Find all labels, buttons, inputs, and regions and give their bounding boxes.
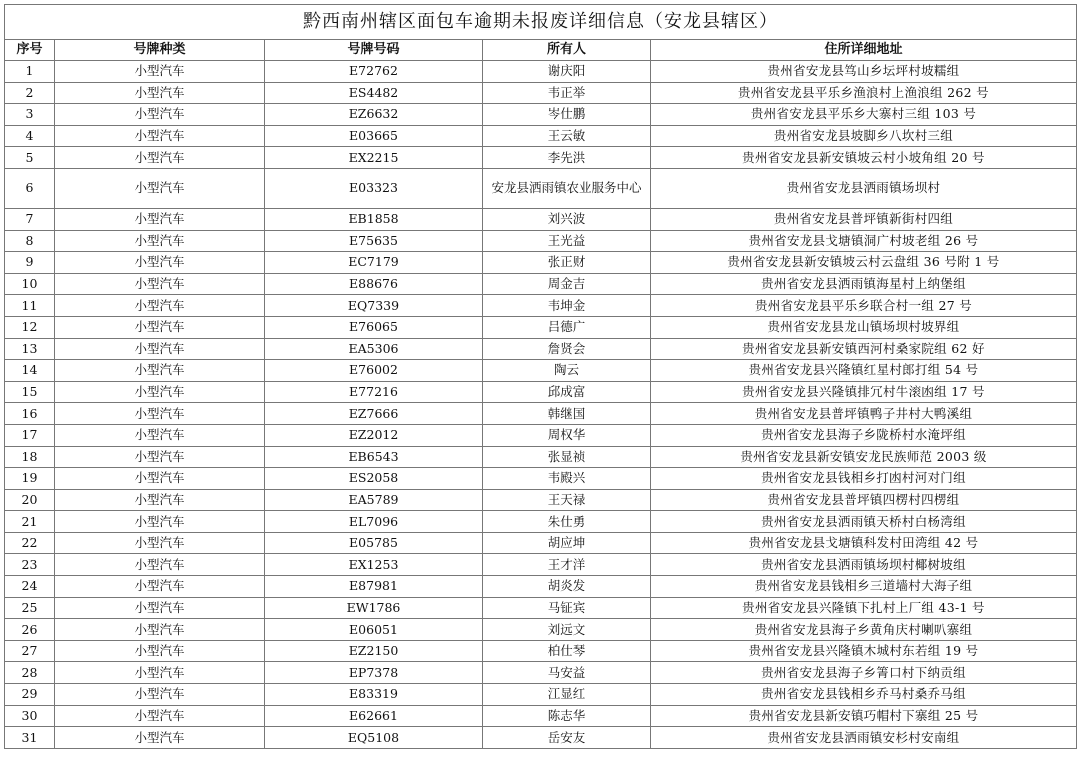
table-row xyxy=(5,468,1077,490)
table-row xyxy=(5,640,1077,662)
cell-address: 贵州省安龙县龙山镇场坝村坡界组 xyxy=(651,316,1077,338)
cell-plate-no: E83319 xyxy=(265,684,483,706)
cell-owner: 周金吉 xyxy=(483,273,651,295)
cell-plate-no: E87981 xyxy=(265,576,483,598)
cell-plate-type: 小型汽车 xyxy=(55,532,265,554)
cell-plate-type: 小型汽车 xyxy=(55,208,265,230)
table-row xyxy=(5,381,1077,403)
table-row xyxy=(5,82,1077,104)
cell-plate-type: 小型汽车 xyxy=(55,727,265,749)
table-row xyxy=(5,252,1077,274)
table-row xyxy=(5,61,1077,83)
cell-plate-no: EX1253 xyxy=(265,554,483,576)
cell-owner: 柏仕琴 xyxy=(483,640,651,662)
cell-plate-no: EZ7666 xyxy=(265,403,483,425)
cell-plate-no: EC7179 xyxy=(265,252,483,274)
table-row xyxy=(5,554,1077,576)
cell-seq: 26 xyxy=(5,619,55,641)
cell-plate-no: E03323 xyxy=(265,168,483,208)
cell-owner: 王天禄 xyxy=(483,489,651,511)
cell-address: 贵州省安龙县普坪镇新街村四组 xyxy=(651,208,1077,230)
cell-plate-type: 小型汽车 xyxy=(55,61,265,83)
cell-seq: 25 xyxy=(5,597,55,619)
cell-address: 贵州省安龙县平乐乡联合村一组 27 号 xyxy=(651,295,1077,317)
table-row xyxy=(5,597,1077,619)
cell-plate-type: 小型汽车 xyxy=(55,640,265,662)
cell-owner: 谢庆阳 xyxy=(483,61,651,83)
cell-address: 贵州省安龙县海子乡陇桥村水淹坪组 xyxy=(651,424,1077,446)
cell-plate-no: EZ2012 xyxy=(265,424,483,446)
cell-owner: 陈志华 xyxy=(483,705,651,727)
table-row xyxy=(5,316,1077,338)
cell-address: 贵州省安龙县普坪镇鸭子井村大鸭溪组 xyxy=(651,403,1077,425)
cell-seq: 7 xyxy=(5,208,55,230)
cell-plate-no: EZ2150 xyxy=(265,640,483,662)
cell-address: 贵州省安龙县洒雨镇安杉村安南组 xyxy=(651,727,1077,749)
table-row xyxy=(5,446,1077,468)
cell-owner: 朱仕勇 xyxy=(483,511,651,533)
cell-plate-no: E88676 xyxy=(265,273,483,295)
cell-address: 贵州省安龙县海子乡箐口村下纳贡组 xyxy=(651,662,1077,684)
cell-address: 贵州省安龙县平乐乡大寨村三组 103 号 xyxy=(651,104,1077,126)
cell-seq: 15 xyxy=(5,381,55,403)
table-row xyxy=(5,273,1077,295)
cell-seq: 3 xyxy=(5,104,55,126)
cell-seq: 27 xyxy=(5,640,55,662)
cell-plate-no: E72762 xyxy=(265,61,483,83)
cell-plate-type: 小型汽车 xyxy=(55,468,265,490)
cell-seq: 5 xyxy=(5,147,55,169)
table-row xyxy=(5,489,1077,511)
cell-plate-no: EA5789 xyxy=(265,489,483,511)
cell-owner: 李先洪 xyxy=(483,147,651,169)
vehicle-table xyxy=(4,4,1077,749)
cell-owner: 王光益 xyxy=(483,230,651,252)
cell-address: 贵州省安龙县兴隆镇木城村东若组 19 号 xyxy=(651,640,1077,662)
cell-plate-type: 小型汽车 xyxy=(55,360,265,382)
cell-seq: 17 xyxy=(5,424,55,446)
cell-plate-no: EP7378 xyxy=(265,662,483,684)
cell-owner: 吕德广 xyxy=(483,316,651,338)
table-row xyxy=(5,403,1077,425)
cell-owner: 马安益 xyxy=(483,662,651,684)
cell-owner: 张正财 xyxy=(483,252,651,274)
cell-seq: 19 xyxy=(5,468,55,490)
cell-address: 贵州省安龙县钱相乡打凼村河对门组 xyxy=(651,468,1077,490)
cell-owner: 岳安友 xyxy=(483,727,651,749)
cell-owner: 刘远文 xyxy=(483,619,651,641)
cell-plate-type: 小型汽车 xyxy=(55,403,265,425)
table-title: 黔西南州辖区面包车逾期未报废详细信息（安龙县辖区） xyxy=(5,5,1077,40)
cell-seq: 11 xyxy=(5,295,55,317)
cell-owner: 韦正举 xyxy=(483,82,651,104)
cell-seq: 9 xyxy=(5,252,55,274)
table-row xyxy=(5,684,1077,706)
cell-plate-no: EL7096 xyxy=(265,511,483,533)
cell-address: 贵州省安龙县坡脚乡八坎村三组 xyxy=(651,125,1077,147)
table-row xyxy=(5,295,1077,317)
cell-address: 贵州省安龙县新安镇西河村桑家院组 62 好 xyxy=(651,338,1077,360)
table-row xyxy=(5,168,1077,208)
cell-plate-type: 小型汽车 xyxy=(55,489,265,511)
cell-plate-type: 小型汽车 xyxy=(55,125,265,147)
cell-address: 贵州省安龙县兴隆镇下扎村上厂组 43-1 号 xyxy=(651,597,1077,619)
cell-plate-no: E06051 xyxy=(265,619,483,641)
cell-seq: 30 xyxy=(5,705,55,727)
cell-plate-type: 小型汽车 xyxy=(55,273,265,295)
cell-address: 贵州省安龙县兴隆镇排冗村牛滚凼组 17 号 xyxy=(651,381,1077,403)
cell-plate-type: 小型汽车 xyxy=(55,424,265,446)
table-row xyxy=(5,338,1077,360)
cell-address: 贵州省安龙县笃山乡坛坪村坡糯组 xyxy=(651,61,1077,83)
cell-address: 贵州省安龙县洒雨镇场坝村 xyxy=(651,168,1077,208)
cell-plate-no: EQ5108 xyxy=(265,727,483,749)
table-body xyxy=(5,61,1077,749)
header-address: 住所详细地址 xyxy=(651,40,1077,61)
cell-owner: 周权华 xyxy=(483,424,651,446)
cell-plate-no: ES4482 xyxy=(265,82,483,104)
header-seq: 序号 xyxy=(5,40,55,61)
table-row xyxy=(5,619,1077,641)
table-row xyxy=(5,230,1077,252)
table-row xyxy=(5,147,1077,169)
cell-address: 贵州省安龙县洒雨镇天桥村白杨湾组 xyxy=(651,511,1077,533)
cell-plate-type: 小型汽车 xyxy=(55,82,265,104)
cell-owner: 邱成富 xyxy=(483,381,651,403)
cell-plate-type: 小型汽车 xyxy=(55,446,265,468)
cell-owner: 岑仕鹏 xyxy=(483,104,651,126)
cell-plate-type: 小型汽车 xyxy=(55,338,265,360)
cell-plate-type: 小型汽车 xyxy=(55,168,265,208)
cell-plate-type: 小型汽车 xyxy=(55,511,265,533)
header-owner: 所有人 xyxy=(483,40,651,61)
cell-plate-no: E62661 xyxy=(265,705,483,727)
cell-address: 贵州省安龙县新安镇巧帽村下寨组 25 号 xyxy=(651,705,1077,727)
cell-address: 贵州省安龙县洒雨镇海星村上纳堡组 xyxy=(651,273,1077,295)
cell-address: 贵州省安龙县新安镇坡云村云盘组 36 号附 1 号 xyxy=(651,252,1077,274)
cell-plate-type: 小型汽车 xyxy=(55,316,265,338)
cell-owner: 刘兴波 xyxy=(483,208,651,230)
cell-seq: 8 xyxy=(5,230,55,252)
document-page xyxy=(4,4,1076,749)
table-row xyxy=(5,360,1077,382)
cell-address: 贵州省安龙县钱相乡三道墙村大海子组 xyxy=(651,576,1077,598)
cell-owner: 胡炎发 xyxy=(483,576,651,598)
header-plate-no: 号牌号码 xyxy=(265,40,483,61)
cell-plate-type: 小型汽车 xyxy=(55,104,265,126)
table-row xyxy=(5,424,1077,446)
cell-seq: 31 xyxy=(5,727,55,749)
cell-seq: 14 xyxy=(5,360,55,382)
cell-owner: 张显祯 xyxy=(483,446,651,468)
cell-plate-type: 小型汽车 xyxy=(55,619,265,641)
cell-owner: 江显红 xyxy=(483,684,651,706)
cell-address: 贵州省安龙县新安镇坡云村小坡角组 20 号 xyxy=(651,147,1077,169)
cell-plate-no: EX2215 xyxy=(265,147,483,169)
cell-plate-type: 小型汽车 xyxy=(55,705,265,727)
cell-plate-no: EA5306 xyxy=(265,338,483,360)
cell-plate-no: E05785 xyxy=(265,532,483,554)
cell-plate-no: ES2058 xyxy=(265,468,483,490)
cell-seq: 4 xyxy=(5,125,55,147)
cell-plate-type: 小型汽车 xyxy=(55,295,265,317)
cell-plate-no: EB1858 xyxy=(265,208,483,230)
cell-plate-no: EQ7339 xyxy=(265,295,483,317)
table-row xyxy=(5,576,1077,598)
table-row xyxy=(5,532,1077,554)
cell-seq: 18 xyxy=(5,446,55,468)
cell-plate-no: EZ6632 xyxy=(265,104,483,126)
cell-seq: 1 xyxy=(5,61,55,83)
cell-seq: 12 xyxy=(5,316,55,338)
cell-owner: 陶云 xyxy=(483,360,651,382)
cell-plate-type: 小型汽车 xyxy=(55,597,265,619)
cell-address: 贵州省安龙县平乐乡渔浪村上渔浪组 262 号 xyxy=(651,82,1077,104)
cell-seq: 22 xyxy=(5,532,55,554)
cell-owner: 王才洋 xyxy=(483,554,651,576)
cell-address: 贵州省安龙县洒雨镇场坝村椰树坡组 xyxy=(651,554,1077,576)
cell-seq: 13 xyxy=(5,338,55,360)
cell-plate-no: E77216 xyxy=(265,381,483,403)
cell-owner: 胡应坤 xyxy=(483,532,651,554)
cell-seq: 29 xyxy=(5,684,55,706)
table-row xyxy=(5,104,1077,126)
cell-plate-type: 小型汽车 xyxy=(55,230,265,252)
table-row xyxy=(5,705,1077,727)
cell-seq: 23 xyxy=(5,554,55,576)
cell-plate-no: E76002 xyxy=(265,360,483,382)
cell-plate-type: 小型汽车 xyxy=(55,662,265,684)
cell-address: 贵州省安龙县海子乡黄角庆村喇叭寨组 xyxy=(651,619,1077,641)
cell-owner: 王云敏 xyxy=(483,125,651,147)
header-plate-type: 号牌种类 xyxy=(55,40,265,61)
cell-plate-type: 小型汽车 xyxy=(55,684,265,706)
cell-plate-no: E76065 xyxy=(265,316,483,338)
cell-address: 贵州省安龙县钱相乡乔马村桑乔马组 xyxy=(651,684,1077,706)
cell-plate-type: 小型汽车 xyxy=(55,576,265,598)
cell-address: 贵州省安龙县戈塘镇洞广村坡老组 26 号 xyxy=(651,230,1077,252)
cell-plate-type: 小型汽车 xyxy=(55,252,265,274)
cell-address: 贵州省安龙县兴隆镇红星村郎打组 54 号 xyxy=(651,360,1077,382)
table-row xyxy=(5,727,1077,749)
cell-seq: 2 xyxy=(5,82,55,104)
cell-seq: 28 xyxy=(5,662,55,684)
table-row xyxy=(5,662,1077,684)
table-row xyxy=(5,208,1077,230)
cell-seq: 24 xyxy=(5,576,55,598)
cell-owner: 詹贤会 xyxy=(483,338,651,360)
cell-owner: 韦坤金 xyxy=(483,295,651,317)
cell-address: 贵州省安龙县戈塘镇科发村田湾组 42 号 xyxy=(651,532,1077,554)
cell-plate-no: EB6543 xyxy=(265,446,483,468)
cell-seq: 6 xyxy=(5,168,55,208)
cell-seq: 20 xyxy=(5,489,55,511)
cell-plate-type: 小型汽车 xyxy=(55,147,265,169)
cell-plate-no: EW1786 xyxy=(265,597,483,619)
cell-address: 贵州省安龙县普坪镇四楞村四楞组 xyxy=(651,489,1077,511)
cell-seq: 10 xyxy=(5,273,55,295)
cell-plate-type: 小型汽车 xyxy=(55,381,265,403)
cell-plate-type: 小型汽车 xyxy=(55,554,265,576)
cell-address: 贵州省安龙县新安镇安龙民族师范 2003 级 xyxy=(651,446,1077,468)
cell-plate-no: E75635 xyxy=(265,230,483,252)
cell-seq: 16 xyxy=(5,403,55,425)
cell-owner: 韩继国 xyxy=(483,403,651,425)
cell-plate-no: E03665 xyxy=(265,125,483,147)
cell-owner: 韦殿兴 xyxy=(483,468,651,490)
cell-owner: 马钲宾 xyxy=(483,597,651,619)
table-row xyxy=(5,511,1077,533)
cell-owner: 安龙县洒雨镇农业服务中心 xyxy=(483,168,651,208)
cell-seq: 21 xyxy=(5,511,55,533)
table-row xyxy=(5,125,1077,147)
header-row xyxy=(5,40,1077,61)
